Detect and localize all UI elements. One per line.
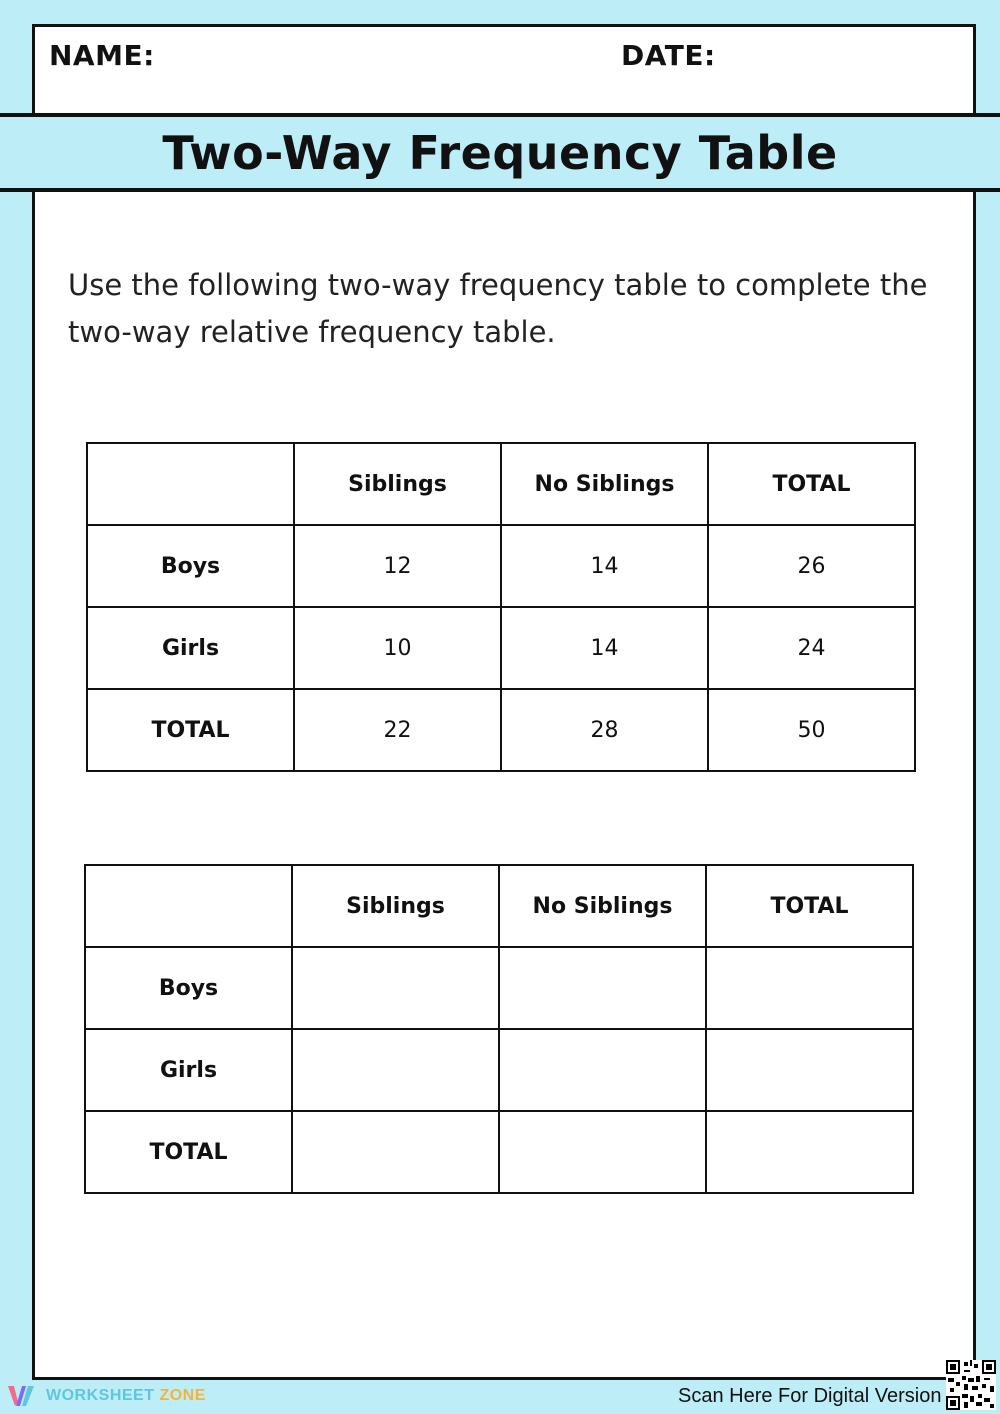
title-band [0,113,1000,192]
table-header-cell: No Siblings [499,865,706,947]
table-header-cell: TOTAL [706,865,913,947]
table-header-cell [87,443,294,525]
table-row [85,947,913,1029]
answer-cell[interactable] [292,1029,499,1111]
answer-cell[interactable] [706,947,913,1029]
table-cell: 10 [294,607,501,689]
row-label: TOTAL [87,689,294,771]
row-label: Girls [85,1029,292,1111]
answer-cell[interactable] [706,1111,913,1193]
table-cell: 24 [708,607,915,689]
table-row [87,689,915,771]
brand-logo [8,1384,206,1408]
answer-cell[interactable] [706,1029,913,1111]
table-cell: 26 [708,525,915,607]
table-header-row [85,865,913,947]
table-cell: 22 [294,689,501,771]
page-title: Two-Way Frequency Table [162,125,838,180]
table-cell: 28 [501,689,708,771]
worksheetzone-logo-icon [8,1384,40,1408]
row-label: Boys [87,525,294,607]
scan-text: Scan Here For Digital Version [678,1385,942,1407]
table-header-cell: Siblings [294,443,501,525]
row-label: TOTAL [85,1111,292,1193]
table-header-cell: TOTAL [708,443,915,525]
instructions-text: Use the following two-way frequency table to complete the two-way relative frequency table. [68,268,928,349]
qr-code-icon[interactable] [946,1360,996,1410]
date-label: DATE: [621,39,716,72]
answer-cell[interactable] [499,1111,706,1193]
table-row [85,1029,913,1111]
table-cell: 14 [501,607,708,689]
relative-frequency-table [84,864,914,1194]
table-header-cell [85,865,292,947]
table-row [87,525,915,607]
table-row [85,1111,913,1193]
name-label: NAME: [49,39,155,72]
row-label: Girls [87,607,294,689]
table-cell: 50 [708,689,915,771]
row-label: Boys [85,947,292,1029]
answer-cell[interactable] [499,1029,706,1111]
table-cell: 12 [294,525,501,607]
table-header-cell: Siblings [292,865,499,947]
table-header-row [87,443,915,525]
brand-name: WORKSHEET ZONE [46,1387,206,1404]
answer-cell[interactable] [292,1111,499,1193]
answer-cell[interactable] [292,947,499,1029]
answer-cell[interactable] [499,947,706,1029]
table-row [87,607,915,689]
table-cell: 14 [501,525,708,607]
frequency-table [86,442,916,772]
name-date-box [35,27,973,119]
table-header-cell: No Siblings [501,443,708,525]
